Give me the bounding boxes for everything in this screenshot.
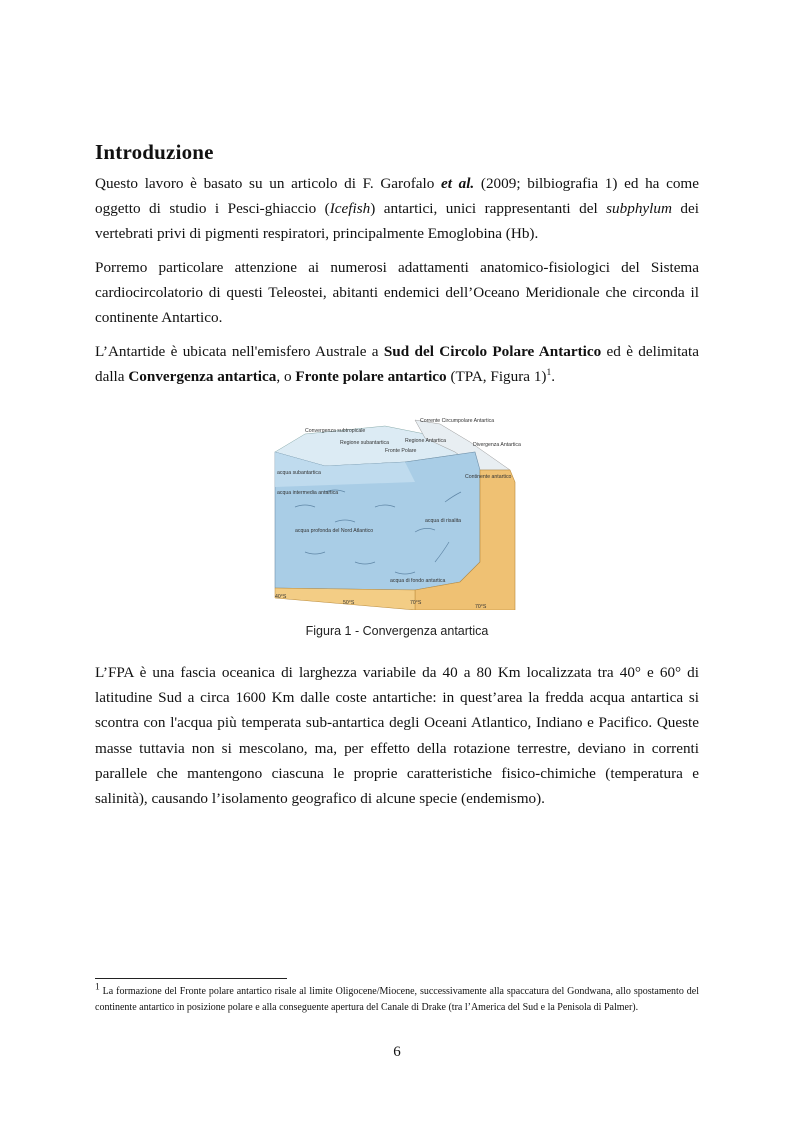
label-circumpolar-current: Corrente Circumpolare Antartica (420, 418, 495, 424)
label-antarctic-divergence: Divergenza Antartica (473, 442, 521, 448)
paragraph-intro (95, 171, 699, 247)
text-run: . (551, 368, 556, 386)
axis-tick: 40°S (275, 594, 287, 600)
text-run-bold: Fronte polare antartico (295, 368, 447, 386)
label-subtropical-convergence: Convergenza subtropicale (305, 428, 366, 434)
text-run: ed è delimitata dalla (95, 343, 699, 386)
section-heading: Introduzione (95, 140, 214, 164)
text-run: (2009; bilbiografia 1) ed ha come oggetto di studio i Pesci-ghiaccio ( (95, 175, 699, 218)
footnote-reference[interactable]: 1 (546, 368, 552, 379)
label-bottom-water: acqua di fondo antartica (390, 578, 446, 584)
label-deep-water: acqua profonda del Nord Atlantico (295, 528, 374, 534)
label-polar-front: Fronte Polare (385, 448, 417, 454)
axis-tick: 70°S (475, 604, 487, 610)
text-run-bold: Sud del Circolo Polare Antartico (383, 343, 602, 360)
footnote-number: 1 (95, 982, 100, 993)
page-number: 6 (393, 1044, 401, 1060)
footnote-text: La formazione del Fronte polare antartico risale al limite Oligocene/Miocene, successivamente alla spaccatura del Gondwana, allo spostamento del continente antartico in posizione polare e alla conseguente apertura del Canale di Drake (tra l’America del Sud e la Penisola di Palmer). (95, 986, 699, 1013)
convergence-diagram (265, 412, 527, 610)
text-run-subphylum: subphylum (606, 200, 672, 218)
paragraph-antartide (95, 339, 699, 389)
axis-tick: 70°S (410, 600, 422, 606)
text-run: dei vertebrati privi di pigmenti respiratori, principalmente Emoglobina (Hb). (95, 200, 699, 243)
label-intermediate-water: acqua intermedia antartica (277, 490, 339, 496)
paragraph-attention: Porremo particolare attenzione ai numerosi adattamenti anatomico-fisiologici del Sistema cardiocircolatorio di questi Teleostei, abitanti endemici dell’Oceano Meridionale che circonda il continente Antartico. (95, 259, 699, 327)
label-subantarctic-region: Regione subantartica (340, 440, 390, 446)
text-run-bold: Convergenza antartica (128, 368, 277, 386)
sea-floor (275, 588, 415, 610)
footnote (95, 984, 699, 1015)
text-run: Questo lavoro è basato su un articolo di F. Garofalo (95, 175, 441, 192)
footnote-divider (95, 978, 287, 979)
text-run-icefish: Icefish (329, 200, 371, 218)
text-run: L’Antartide è ubicata nell'emisfero Australe a (95, 343, 384, 360)
text-run-etal: et al. (440, 175, 475, 192)
axis-tick: 50°S (343, 600, 355, 606)
text-run: , o (276, 368, 296, 386)
text-run: (TPA, Figura 1) (446, 368, 547, 386)
label-antarctic-region: Regione Antartica (405, 438, 446, 444)
text-run: ) antartici, unici rappresentanti del (370, 200, 607, 218)
label-continent: Continente antartico (465, 474, 512, 480)
paragraph-fpa: L’FPA è una fascia oceanica di larghezza variabile da 40 a 80 Km localizzata tra 40° e 60° di latitudine Sud a circa 1600 Km dalle coste antartiche: in quest’area la fredda acqua antartica si scontra con l'acqua più temperata sub-antartica degli Oceani Atlantico, Indiano e Pacifico. Queste masse tuttavia non si mescolano, ma, per effetto della rotazione terrestre, deviano in correnti parallele che mantengono ciascuna le proprie caratteristiche fisico-chimiche (temperatura e salinità), causando l’isolamento geografico di alcune specie (endemismo). (95, 664, 699, 808)
figure-caption: Figura 1 - Convergenza antartica (305, 624, 489, 638)
label-subantarctic-water: acqua subantartica (277, 470, 321, 476)
label-upwelling: acqua di risalita (425, 518, 462, 524)
